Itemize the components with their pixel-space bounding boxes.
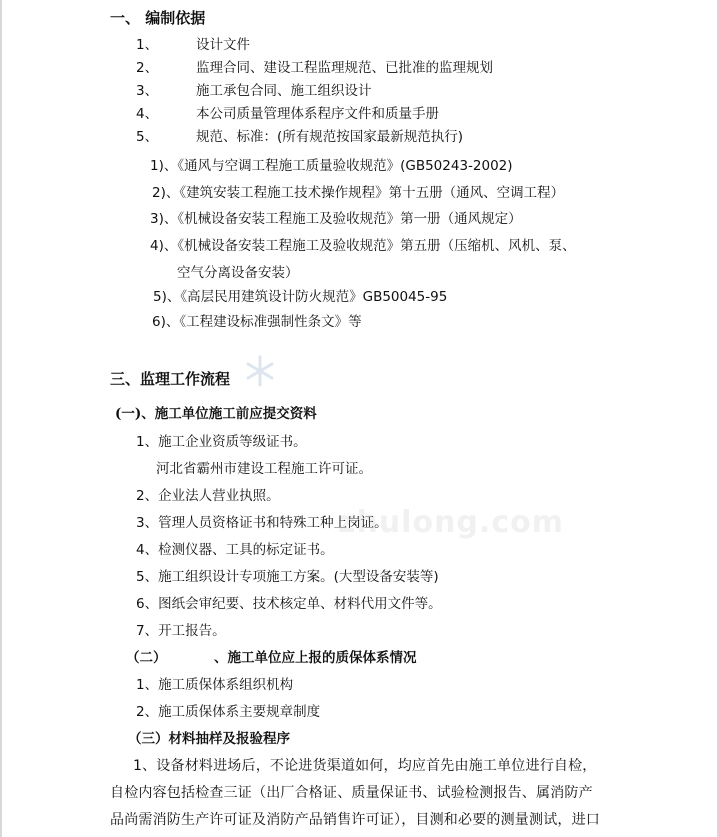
list-item [136,36,250,54]
list-item-text: 设计文件 [196,37,250,53]
list-item-text: 监理合同、建设工程监理规范、已批准的监理规划 [196,60,493,76]
standard-item: 5)、《高层民用建筑设计防火规范》GB50045-95 [153,289,448,305]
section1-title: 一、 编制依据 [110,9,206,27]
list-item-number: 5、 [136,129,159,145]
list-item [136,59,493,77]
standard-item: 1)、《通风与空调工程施工质量验收规范》(GB50243-2002) [150,158,513,174]
subsection3-title: （三）材料抽样及报验程序 [128,731,290,747]
list-item-text: 施工承包合同、施工组织设计 [196,83,372,99]
paragraph-line: 自检内容包括检查三证（出厂合格证、质量保证书、试验检测报告、属消防产 [110,785,593,801]
list-item: 6、图纸会审纪要、技术核定单、材料代用文件等。 [136,596,442,612]
list-item: 1、施工质保体系组织机构 [136,677,294,693]
list-item-number: 3、 [136,83,159,99]
list-item-number: 1、 [136,37,159,53]
subsection2-number: （二） [126,650,167,666]
section3-title: 三、监理工作流程 [110,370,231,388]
list-item: 5、施工组织设计专项施工方案。(大型设备安装等) [136,569,439,585]
standard-item: 2)、《建筑安装工程施工技术操作规程》第十五册（通风、空调工程） [152,185,565,201]
list-item: 2、企业法人营业执照。 [136,488,280,504]
list-item: 1、施工企业资质等级证书。 [136,434,307,450]
list-item: 2、施工质保体系主要规章制度 [136,704,321,720]
list-item [136,128,463,146]
list-item-text: 规范、标准：(所有规范按国家最新规范执行) [196,129,464,145]
subsection1-title: (一)、施工单位施工前应提交资料 [115,406,317,422]
list-item: 4、检测仪器、工具的标定证书。 [136,542,334,558]
list-item [136,105,439,123]
site-watermark: zhulong.com [338,505,564,540]
paragraph-line: 1、设备材料进场后，不论进货渠道如何，均应首先由施工单位进行自检， [133,758,597,774]
subsection2-text: 、施工单位应上报的质保体系情况 [214,650,417,666]
standard-item: 3)、《机械设备安装工程施工及验收规范》第一册（通风规定） [150,211,522,227]
list-item-text: 本公司质量管理体系程序文件和质量手册 [196,106,439,122]
snowflake-watermark-icon [244,355,276,387]
list-item: 7、开工报告。 [136,623,226,639]
list-item: 3、管理人员资格证书和特殊工种上岗证。 [136,515,388,531]
list-item-continuation: 河北省霸州市建设工程施工许可证。 [156,461,372,477]
list-item-number: 2、 [136,60,159,76]
list-item-number: 4、 [136,106,159,122]
standard-item: 6)、《工程建设标准强制性条文》等 [152,314,362,330]
standard-item-continuation: 空气分离设备安装） [177,265,299,281]
list-item [136,82,372,100]
standard-item: 4)、《机械设备安装工程施工及验收规范》第五册（压缩机、风机、泵、 [150,238,576,254]
subsection2-title [126,649,417,667]
page-edge-left [0,0,2,837]
paragraph-line: 品尚需消防生产许可证及消防产品销售许可证），目测和必要的测量测试，进口 [110,812,600,828]
